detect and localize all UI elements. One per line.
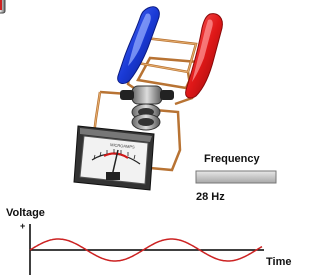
frequency-value: 28 Hz xyxy=(196,191,225,203)
frequency-slider-track[interactable] xyxy=(196,171,276,183)
time-axis-label: Time xyxy=(266,256,292,268)
voltage-axis-label: Voltage xyxy=(6,207,45,219)
voltage-graph xyxy=(6,207,291,275)
frequency-label: Frequency xyxy=(204,153,260,165)
voltage-plus-sign: + xyxy=(20,221,26,231)
armature xyxy=(120,86,174,130)
galvanometer xyxy=(74,126,154,190)
frequency-slider-knob[interactable] xyxy=(0,0,5,13)
meter-face-label: MICROAMPS xyxy=(109,142,135,150)
